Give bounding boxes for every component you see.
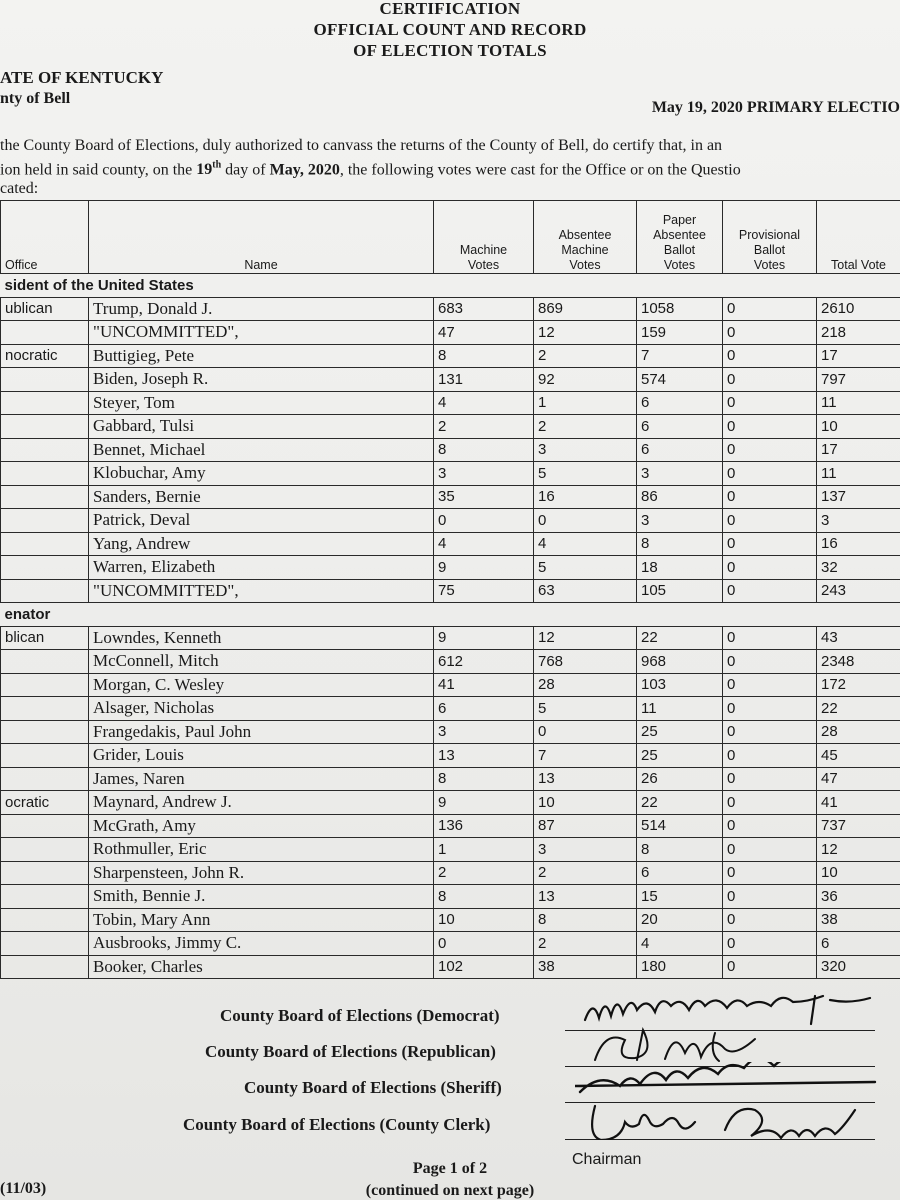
total-votes-cell: 10 [817,415,900,439]
absentee-votes-cell: 869 [534,297,637,321]
chairman-label: Chairman [572,1151,642,1168]
machine-votes-cell: 2 [434,861,534,885]
table-row [1,321,900,345]
provisional-votes-cell: 0 [723,485,817,509]
paper-ballot-votes-cell: 4 [637,932,723,956]
col-header-text: Absentee [653,228,706,242]
table-row [1,415,900,439]
table-row [1,344,900,368]
table-row [1,532,900,556]
party-cell [1,368,89,392]
table-row [1,650,900,674]
col-header-office: Office [1,201,89,274]
total-votes-cell: 243 [817,579,900,603]
party-cell [1,744,89,768]
table-row [1,767,900,791]
party-cell [1,556,89,580]
table-row [1,438,900,462]
col-header-name: Name [89,201,434,274]
table-row [1,509,900,533]
table-row [1,626,900,650]
handwritten-signature-county-clerk [575,1100,885,1140]
candidate-name-cell: McGrath, Amy [89,814,434,838]
machine-votes-cell: 4 [434,391,534,415]
col-header-text: Provisional [738,228,801,242]
machine-votes-cell: 35 [434,485,534,509]
table-row [1,297,900,321]
col-header-text: Paper [662,213,697,227]
table-row [1,485,900,509]
absentee-votes-cell: 0 [534,509,637,533]
paper-ballot-votes-cell: 105 [637,579,723,603]
paper-ballot-votes-cell: 6 [637,391,723,415]
col-header-text: Votes [569,258,601,272]
candidate-name-cell: Bennet, Michael [89,438,434,462]
table-row [1,391,900,415]
table-row [1,744,900,768]
party-cell [1,955,89,979]
party-cell [1,720,89,744]
party-cell [1,438,89,462]
table-row [1,838,900,862]
candidate-name-cell: Booker, Charles [89,955,434,979]
absentee-votes-cell: 16 [534,485,637,509]
machine-votes-cell: 136 [434,814,534,838]
total-votes-cell: 137 [817,485,900,509]
candidate-name-cell: Frangedakis, Paul John [89,720,434,744]
signature-label-democrat: County Board of Elections (Democrat) [220,1006,500,1025]
table-row [1,791,900,815]
candidate-name-cell: Smith, Bennie J. [89,885,434,909]
machine-votes-cell: 8 [434,438,534,462]
candidate-name-cell: Patrick, Deval [89,509,434,533]
total-votes-cell: 28 [817,720,900,744]
provisional-votes-cell: 0 [723,344,817,368]
col-header-text: Machine [561,243,609,257]
total-votes-cell: 172 [817,673,900,697]
provisional-votes-cell: 0 [723,838,817,862]
party-cell [1,415,89,439]
total-votes-cell: 41 [817,791,900,815]
absentee-votes-cell: 2 [534,932,637,956]
party-cell [1,697,89,721]
paper-ballot-votes-cell: 180 [637,955,723,979]
candidate-name-cell: Biden, Joseph R. [89,368,434,392]
absentee-votes-cell: 5 [534,697,637,721]
candidate-name-cell: Trump, Donald J. [89,297,434,321]
office-section-header [1,274,900,298]
candidate-name-cell: Warren, Elizabeth [89,556,434,580]
table-row [1,814,900,838]
paper-ballot-votes-cell: 25 [637,720,723,744]
provisional-votes-cell: 0 [723,767,817,791]
signature-label-sheriff: County Board of Elections (Sheriff) [244,1078,502,1097]
vote-totals-table [0,200,900,979]
table-row [1,368,900,392]
total-votes-cell: 737 [817,814,900,838]
candidate-name-cell: Sharpensteen, John R. [89,861,434,885]
absentee-votes-cell: 8 [534,908,637,932]
col-header-text: Votes [663,258,696,272]
paper-ballot-votes-cell: 11 [637,697,723,721]
machine-votes-cell: 1 [434,838,534,862]
table-row [1,556,900,580]
doc-title-election-totals: OF ELECTION TOTALS [353,41,547,60]
col-header-provisional-votes [723,201,817,274]
machine-votes-cell: 3 [434,462,534,486]
paper-ballot-votes-cell: 6 [637,415,723,439]
party-cell [1,462,89,486]
paper-ballot-votes-cell: 8 [637,532,723,556]
provisional-votes-cell: 0 [723,650,817,674]
candidate-name-cell: Gabbard, Tulsi [89,415,434,439]
col-header-text: Votes [753,258,786,272]
absentee-votes-cell: 5 [534,556,637,580]
machine-votes-cell: 8 [434,885,534,909]
absentee-votes-cell: 5 [534,462,637,486]
table-row [1,861,900,885]
handwritten-signature-republican [575,1025,885,1065]
table-row [1,885,900,909]
absentee-votes-cell: 3 [534,838,637,862]
candidate-name-cell: James, Naren [89,767,434,791]
provisional-votes-cell: 0 [723,720,817,744]
provisional-votes-cell: 0 [723,814,817,838]
provisional-votes-cell: 0 [723,861,817,885]
handwritten-signature-sheriff [575,1062,885,1102]
col-header-total-votes: Total Vote [817,201,900,274]
total-votes-cell: 6 [817,932,900,956]
machine-votes-cell: 47 [434,321,534,345]
certification-text-line-2 [0,160,741,179]
table-header-row [1,201,900,274]
machine-votes-cell: 10 [434,908,534,932]
total-votes-cell: 17 [817,344,900,368]
party-cell [1,908,89,932]
table-row [1,955,900,979]
absentee-votes-cell: 12 [534,321,637,345]
candidate-name-cell: Ausbrooks, Jimmy C. [89,932,434,956]
candidate-name-cell: Lowndes, Kenneth [89,626,434,650]
paper-ballot-votes-cell: 103 [637,673,723,697]
doc-title-certification: CERTIFICATION [379,0,521,18]
candidate-name-cell: Yang, Andrew [89,532,434,556]
provisional-votes-cell: 0 [723,697,817,721]
doc-title-official-count: OFFICIAL COUNT AND RECORD [313,20,587,39]
provisional-votes-cell: 0 [723,415,817,439]
party-cell [1,485,89,509]
office-section-header [1,603,900,627]
total-votes-cell: 11 [817,462,900,486]
absentee-votes-cell: 1 [534,391,637,415]
paper-ballot-votes-cell: 3 [637,509,723,533]
total-votes-cell: 218 [817,321,900,345]
absentee-votes-cell: 7 [534,744,637,768]
paper-ballot-votes-cell: 1058 [637,297,723,321]
machine-votes-cell: 9 [434,791,534,815]
paper-ballot-votes-cell: 6 [637,438,723,462]
provisional-votes-cell: 0 [723,885,817,909]
handwritten-signature-democrat [575,990,885,1030]
candidate-name-cell: Buttigieg, Pete [89,344,434,368]
absentee-votes-cell: 87 [534,814,637,838]
candidate-name-cell: Maynard, Andrew J. [89,791,434,815]
provisional-votes-cell: 0 [723,744,817,768]
party-cell: ocratic [1,791,89,815]
party-cell [1,885,89,909]
absentee-votes-cell: 3 [534,438,637,462]
table-row [1,720,900,744]
provisional-votes-cell: 0 [723,955,817,979]
table-row [1,462,900,486]
cert-text: day of [221,161,270,179]
table-row [1,697,900,721]
party-cell: ublican [1,297,89,321]
provisional-votes-cell: 0 [723,462,817,486]
absentee-votes-cell: 63 [534,579,637,603]
paper-ballot-votes-cell: 6 [637,861,723,885]
absentee-votes-cell: 10 [534,791,637,815]
provisional-votes-cell: 0 [723,908,817,932]
machine-votes-cell: 8 [434,767,534,791]
vote-table-body [1,274,900,979]
candidate-name-cell: Klobuchar, Amy [89,462,434,486]
total-votes-cell: 797 [817,368,900,392]
party-cell: nocratic [1,344,89,368]
table-row [1,673,900,697]
machine-votes-cell: 131 [434,368,534,392]
absentee-votes-cell: 2 [534,415,637,439]
paper-ballot-votes-cell: 25 [637,744,723,768]
machine-votes-cell: 2 [434,415,534,439]
provisional-votes-cell: 0 [723,438,817,462]
form-revision: (11/03) [0,1180,47,1197]
provisional-votes-cell: 0 [723,321,817,345]
provisional-votes-cell: 0 [723,556,817,580]
election-date: May 19, 2020 PRIMARY ELECTIO [651,99,900,116]
col-header-text: Ballot [753,243,786,257]
continued-note: (continued on next page) [365,1182,535,1199]
machine-votes-cell: 612 [434,650,534,674]
total-votes-cell: 38 [817,908,900,932]
party-cell [1,932,89,956]
table-row [1,579,900,603]
total-votes-cell: 10 [817,861,900,885]
total-votes-cell: 17 [817,438,900,462]
paper-ballot-votes-cell: 22 [637,791,723,815]
provisional-votes-cell: 0 [723,579,817,603]
total-votes-cell: 2610 [817,297,900,321]
provisional-votes-cell: 0 [723,297,817,321]
cert-day: 19 [196,161,213,179]
party-cell [1,391,89,415]
provisional-votes-cell: 0 [723,791,817,815]
candidate-name-cell: Morgan, C. Wesley [89,673,434,697]
signature-label-county-clerk: County Board of Elections (County Clerk) [183,1115,491,1134]
provisional-votes-cell: 0 [723,673,817,697]
paper-ballot-votes-cell: 22 [637,626,723,650]
total-votes-cell: 2348 [817,650,900,674]
paper-ballot-votes-cell: 3 [637,462,723,486]
col-header-absentee-machine-votes [534,201,637,274]
candidate-name-cell: Steyer, Tom [89,391,434,415]
party-cell [1,650,89,674]
candidate-name-cell: Tobin, Mary Ann [89,908,434,932]
machine-votes-cell: 9 [434,556,534,580]
col-header-text: Machine [459,243,508,257]
candidate-name-cell: Rothmuller, Eric [89,838,434,862]
paper-ballot-votes-cell: 159 [637,321,723,345]
absentee-votes-cell: 2 [534,344,637,368]
machine-votes-cell: 3 [434,720,534,744]
col-header-paper-absentee-votes [637,201,723,274]
paper-ballot-votes-cell: 15 [637,885,723,909]
total-votes-cell: 43 [817,626,900,650]
total-votes-cell: 32 [817,556,900,580]
candidate-name-cell: Grider, Louis [89,744,434,768]
col-header-machine-votes [434,201,534,274]
page-number: Page 1 of 2 [412,1160,488,1177]
machine-votes-cell: 4 [434,532,534,556]
total-votes-cell: 320 [817,955,900,979]
provisional-votes-cell: 0 [723,391,817,415]
machine-votes-cell: 0 [434,932,534,956]
absentee-votes-cell: 0 [534,720,637,744]
candidate-name-cell: McConnell, Mitch [89,650,434,674]
paper-ballot-votes-cell: 8 [637,838,723,862]
cert-month: May, 2020 [269,161,340,179]
candidate-name-cell: "UNCOMMITTED", [89,321,434,345]
certification-text-line-3: cated: [0,180,39,197]
absentee-votes-cell: 38 [534,955,637,979]
provisional-votes-cell: 0 [723,532,817,556]
paper-ballot-votes-cell: 18 [637,556,723,580]
party-cell [1,321,89,345]
table-row [1,932,900,956]
cert-day-suffix: th [212,160,222,171]
candidate-name-cell: Alsager, Nicholas [89,697,434,721]
total-votes-cell: 36 [817,885,900,909]
total-votes-cell: 16 [817,532,900,556]
signature-label-republican: County Board of Elections (Republican) [205,1042,496,1061]
machine-votes-cell: 102 [434,955,534,979]
cert-text: ion held in said county, on the [0,161,197,179]
provisional-votes-cell: 0 [723,626,817,650]
certification-text-line-1: the County Board of Elections, duly authorized to canvass the returns of the County of Bell, do certify that, in an [0,137,723,154]
party-cell [1,673,89,697]
candidate-name-cell: Sanders, Bernie [89,485,434,509]
provisional-votes-cell: 0 [723,932,817,956]
cert-text: , the following votes were cast for the Office or on the Questio [339,161,741,179]
party-cell [1,532,89,556]
county-name: nty of Bell [0,90,71,107]
party-cell: blican [1,626,89,650]
total-votes-cell: 3 [817,509,900,533]
col-header-text: Absentee [558,228,612,242]
paper-ballot-votes-cell: 86 [637,485,723,509]
party-cell [1,861,89,885]
machine-votes-cell: 8 [434,344,534,368]
total-votes-cell: 22 [817,697,900,721]
paper-ballot-votes-cell: 7 [637,344,723,368]
candidate-name-cell: "UNCOMMITTED", [89,579,434,603]
paper-ballot-votes-cell: 574 [637,368,723,392]
paper-ballot-votes-cell: 20 [637,908,723,932]
machine-votes-cell: 75 [434,579,534,603]
absentee-votes-cell: 4 [534,532,637,556]
provisional-votes-cell: 0 [723,509,817,533]
absentee-votes-cell: 92 [534,368,637,392]
machine-votes-cell: 41 [434,673,534,697]
total-votes-cell: 45 [817,744,900,768]
absentee-votes-cell: 13 [534,885,637,909]
col-header-text: Votes [467,258,500,272]
absentee-votes-cell: 28 [534,673,637,697]
table-row [1,908,900,932]
paper-ballot-votes-cell: 968 [637,650,723,674]
machine-votes-cell: 683 [434,297,534,321]
party-cell [1,814,89,838]
absentee-votes-cell: 2 [534,861,637,885]
total-votes-cell: 12 [817,838,900,862]
col-header-text: Ballot [663,243,696,257]
party-cell [1,509,89,533]
office-title: enator [1,603,900,627]
paper-ballot-votes-cell: 514 [637,814,723,838]
machine-votes-cell: 6 [434,697,534,721]
absentee-votes-cell: 768 [534,650,637,674]
paper-ballot-votes-cell: 26 [637,767,723,791]
absentee-votes-cell: 12 [534,626,637,650]
party-cell [1,767,89,791]
provisional-votes-cell: 0 [723,368,817,392]
total-votes-cell: 47 [817,767,900,791]
machine-votes-cell: 13 [434,744,534,768]
state-name: ATE OF KENTUCKY [0,68,164,87]
party-cell [1,838,89,862]
absentee-votes-cell: 13 [534,767,637,791]
office-title: sident of the United States [1,274,900,298]
party-cell [1,579,89,603]
total-votes-cell: 11 [817,391,900,415]
machine-votes-cell: 0 [434,509,534,533]
machine-votes-cell: 9 [434,626,534,650]
